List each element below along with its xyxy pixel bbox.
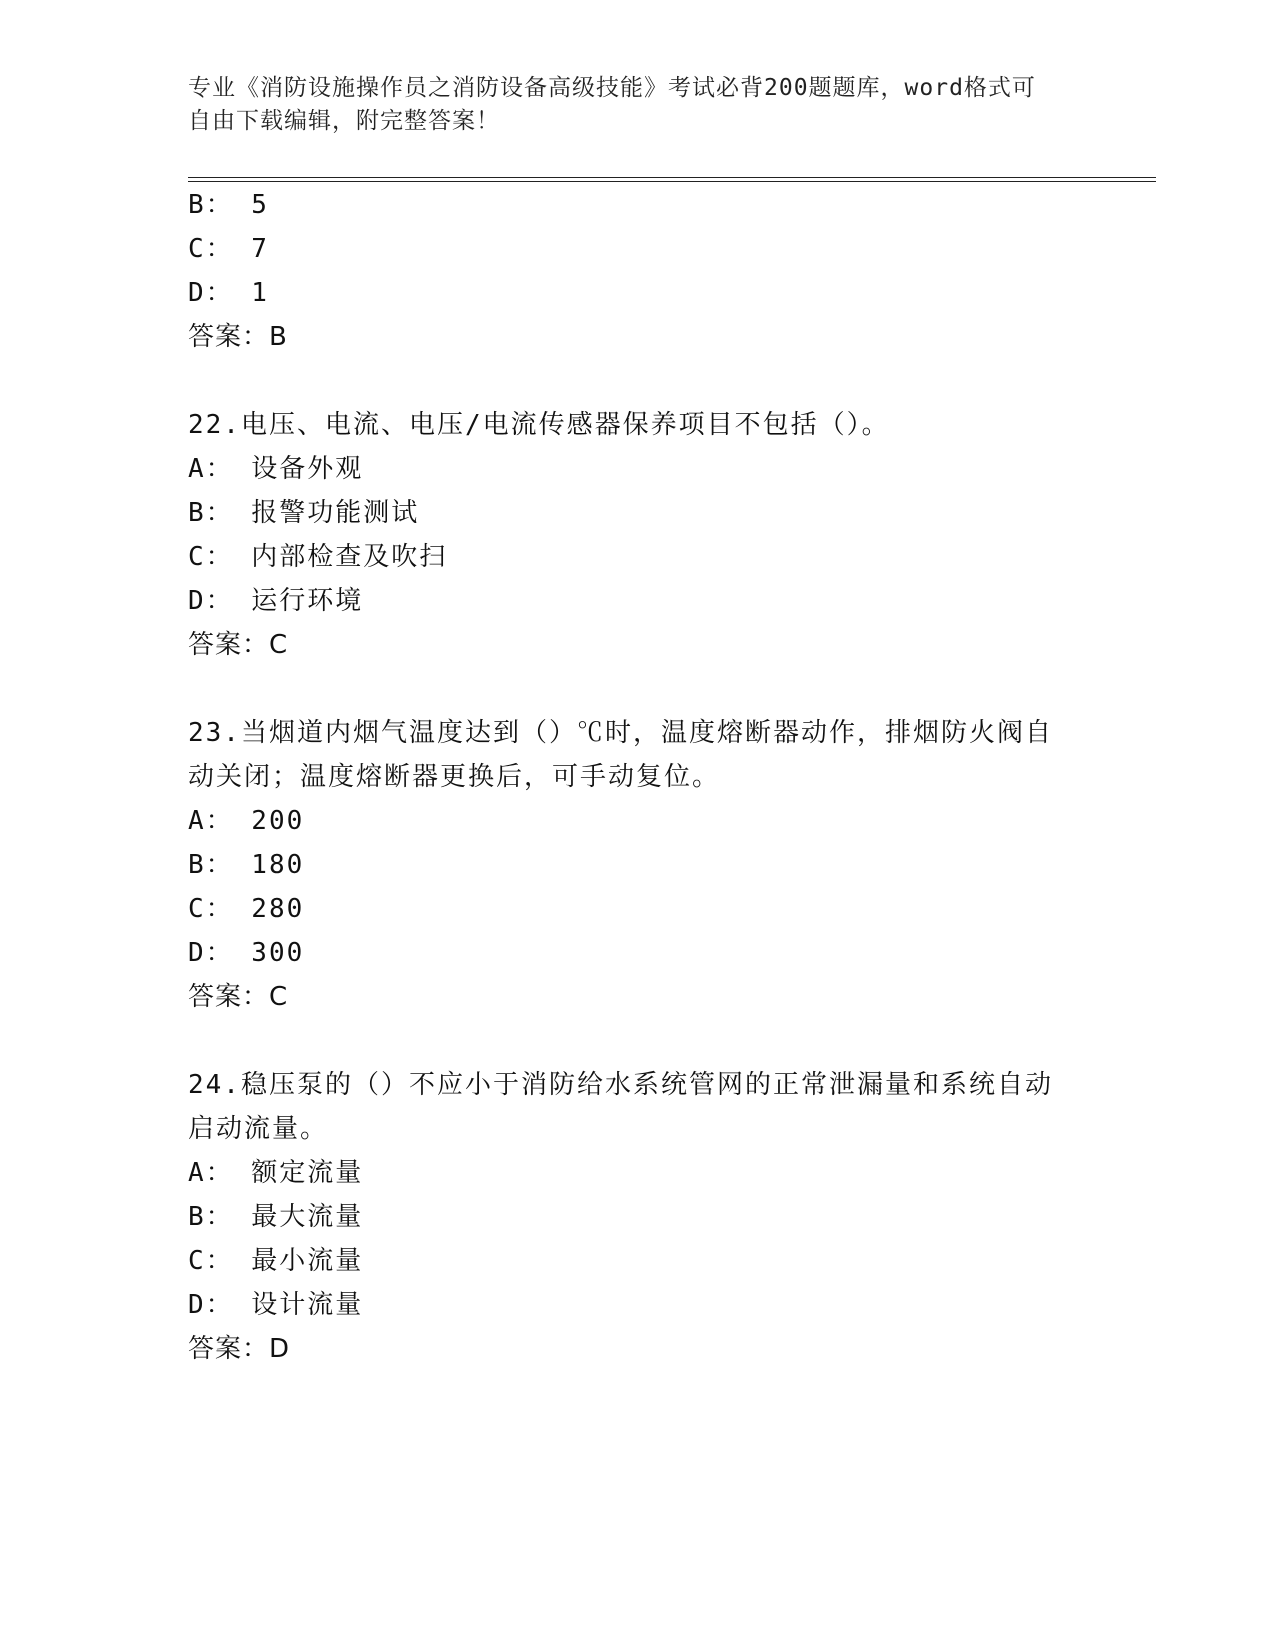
q24-stem-line-1: 24.稳压泵的（）不应小于消防给水系统管网的正常泄漏量和系统自动 <box>188 1070 1053 1100</box>
q22-option-b: B： 报警功能测试 <box>188 498 420 528</box>
q22-answer-value: C <box>269 630 289 660</box>
q24-answer-value: D <box>269 1334 291 1364</box>
q23-option-c: C： 280 <box>188 894 305 924</box>
q21-answer <box>188 320 288 354</box>
q22-option-c: C： 内部检查及吹扫 <box>188 542 448 572</box>
q24-stem-line-2: 启动流量。 <box>188 1114 329 1144</box>
q24-answer <box>188 1332 290 1366</box>
q23-answer-label: 答案： <box>188 982 270 1012</box>
q23-answer-value: C <box>269 982 289 1012</box>
header-title-line-1: 专业《消防设施操作员之消防设备高级技能》考试必背200题题库，word格式可 <box>188 75 1036 101</box>
header-divider-bottom <box>188 181 1156 182</box>
q24-option-a: A： 额定流量 <box>188 1158 364 1188</box>
header-divider-top <box>188 177 1156 178</box>
q21-option-c: C： 7 <box>188 234 269 264</box>
q22-answer-label: 答案： <box>188 630 270 660</box>
q23-option-d: D： 300 <box>188 938 305 968</box>
q23-option-a: A： 200 <box>188 806 305 836</box>
q21-answer-label: 答案： <box>188 322 270 352</box>
q23-stem-line-2: 动关闭；温度熔断器更换后，可手动复位。 <box>188 762 721 792</box>
document-header <box>188 72 1088 138</box>
q22-option-d: D： 运行环境 <box>188 586 364 616</box>
q24-option-c: C： 最小流量 <box>188 1246 364 1276</box>
q24-option-b: B： 最大流量 <box>188 1202 364 1232</box>
q22-stem: 22.电压、电流、电压/电流传感器保养项目不包括（）。 <box>188 410 890 440</box>
q24-option-d: D： 设计流量 <box>188 1290 364 1320</box>
q23-answer <box>188 980 288 1014</box>
q21-answer-value: B <box>269 322 288 352</box>
q22-answer <box>188 628 288 662</box>
q23-option-b: B： 180 <box>188 850 305 880</box>
q21-option-b: B： 5 <box>188 190 269 220</box>
q23-stem-line-1: 23.当烟道内烟气温度达到（）℃时，温度熔断器动作，排烟防火阀自 <box>188 718 1053 748</box>
header-title-line-2: 自由下载编辑，附完整答案！ <box>188 108 500 134</box>
q22-option-a: A： 设备外观 <box>188 454 364 484</box>
q24-answer-label: 答案： <box>188 1334 270 1364</box>
q21-option-d: D： 1 <box>188 278 269 308</box>
